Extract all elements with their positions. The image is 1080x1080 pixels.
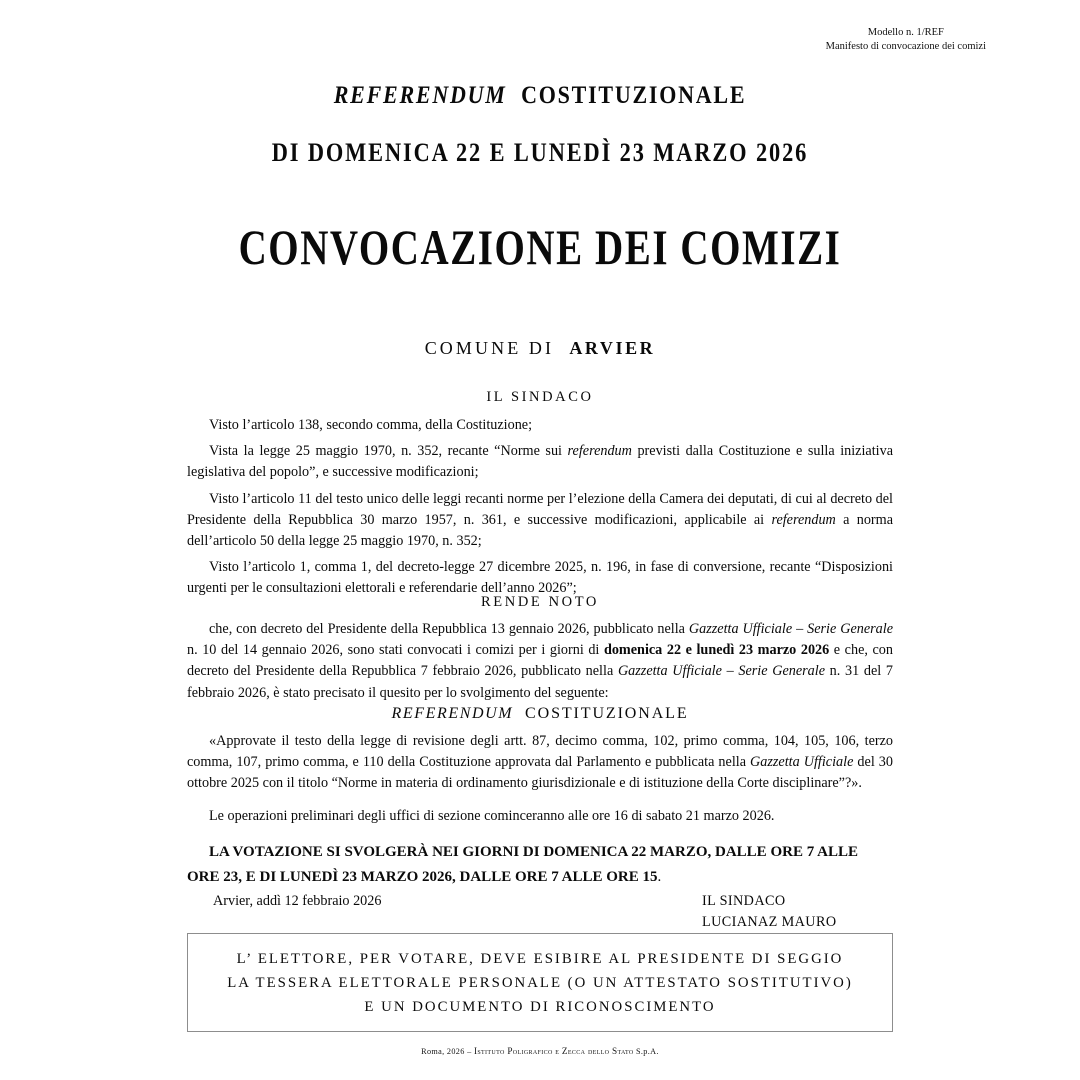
model-number: Modello n. 1/REF <box>867 27 944 38</box>
votazione-statement <box>187 840 893 890</box>
visto-3-part-b: a norma dell’articolo 50 della legge 25 maggio 1970, n. 352; <box>187 511 893 550</box>
quesito-part-b: del 30 ottobre 2025 con il titolo “Norme in materia di ordinamento giurisdizionale e di istituzione della Corte disciplinare”?». <box>187 754 893 792</box>
quesito-italic: Gazzetta Ufficiale <box>750 754 854 771</box>
noto-bold-dates: domenica 22 e lunedì 23 marzo 2026 <box>603 642 830 659</box>
signature-name: LUCIANAZ MAURO <box>702 913 837 930</box>
footer-institute: Istituto Poligrafico e Zecca dello Stato <box>473 1046 634 1056</box>
visto-paragraph-2 <box>187 441 893 483</box>
heading-dates: DI DOMENICA 22 E LUNEDÌ 23 MARZO 2026 <box>271 138 809 167</box>
quesito-heading-costituzionale: COSTITUZIONALE <box>525 705 689 722</box>
noto-part-b: n. 10 del 14 gennaio 2026, sono stati convocati i comizi per i giorni di <box>187 642 604 659</box>
visto-2-italic: referendum <box>567 443 632 460</box>
comune-label: COMUNE DI <box>424 338 555 358</box>
visto-paragraph-3 <box>187 489 893 553</box>
signature-place-date: Arvier, addì 12 febbraio 2026 <box>213 893 382 909</box>
notice-line-3: E UN DOCUMENTO DI RICONOSCIMENTO <box>364 998 716 1015</box>
heading-il-sindaco: IL SINDACO <box>486 389 594 405</box>
visto-paragraph-4: Visto l’articolo 1, comma 1, del decreto-legge 27 dicembre 2025, n. 196, in fase di conversione, recante “Disposizioni urgenti per le consultazioni elettorali e referendarie dell’anno 2026”; <box>187 559 893 597</box>
footer-imprint <box>0 1046 1080 1056</box>
quesito-text <box>187 731 893 795</box>
visto-paragraphs <box>187 415 893 600</box>
votazione-period: . <box>657 869 662 885</box>
noto-italic-1: Gazzetta Ufficiale – Serie Generale <box>688 621 893 637</box>
visto-3-part-a: Visto l’articolo 11 del testo unico delle leggi recanti norme per l’elezione della Camera dei deputati, di cui al decreto del Presidente della Repubblica 30 marzo 1957, n. 361, e successive modificazioni, applicabile ai <box>187 490 893 528</box>
heading-rende-noto: RENDE NOTO <box>481 594 599 610</box>
votazione-bold-text: LA VOTAZIONE SI SVOLGERÀ NEI GIORNI DI DOMENICA 22 MARZO, DALLE ORE 7 ALLE ORE 23, E DI LUNEDÌ 23 MARZO 2026, DALLE ORE 7 ALLE ORE 15 <box>187 844 858 885</box>
noto-part-d: n. 31 del 7 febbraio 2026, è stato precisato il quesito per lo svolgimento del seguente: <box>187 663 893 701</box>
notice-line-2: LA TESSERA ELETTORALE PERSONALE (O UN ATTESTATO SOSTITUTIVO) <box>227 974 853 991</box>
footer-place-year: Roma, 2026 – <box>421 1047 474 1056</box>
signature-right <box>702 891 836 932</box>
noto-part-a: che, con decreto del Presidente della Repubblica 13 gennaio 2026, pubblicato nella <box>209 621 689 637</box>
comune-line <box>0 338 1080 359</box>
model-subtitle: Manifesto di convocazione dei comizi <box>825 41 986 52</box>
model-tag <box>826 26 986 54</box>
operazioni-preliminari <box>187 806 893 827</box>
visto-2-part-b: previsti dalla Costituzione e sulla iniziativa legislativa del popolo”, e successive modificazioni; <box>187 443 893 481</box>
page-title: CONVOCAZIONE DEI COMIZI <box>238 219 842 275</box>
visto-3-italic: referendum <box>771 511 836 528</box>
heading-costituzionale-word: COSTITUZIONALE <box>521 82 747 109</box>
visto-paragraph-1: Visto l’articolo 138, secondo comma, della Costituzione; <box>209 417 533 433</box>
heading-referendum-costituzionale <box>65 82 1015 110</box>
quesito-part-a: «Approvate il testo della legge di revisione degli artt. 87, decimo comma, 102, primo comma, 104, 105, 106, terzo comma, 107, primo comma, e 110 della Costituzione approvata dal Parlamento e pubblicata nella <box>187 733 893 771</box>
rende-noto-text <box>187 619 893 704</box>
rende-noto-paragraph <box>187 619 893 704</box>
noto-italic-2: Gazzetta Ufficiale – Serie Generale <box>617 663 825 680</box>
elector-notice-box <box>187 933 893 1032</box>
notice-line-1: L’ ELETTORE, PER VOTARE, DEVE ESIBIRE AL PRESIDENTE DI SEGGIO <box>236 950 844 967</box>
quesito-heading-referendum: REFERENDUM <box>391 705 514 722</box>
heading-referendum-quesito <box>0 705 1080 723</box>
quesito-paragraph <box>187 731 893 795</box>
footer-suffix: S.p.A. <box>633 1047 659 1056</box>
heading-referendum-word: REFERENDUM <box>333 82 507 109</box>
visto-2-part-a: Vista la legge 25 maggio 1970, n. 352, recante “Norme sui <box>209 443 568 460</box>
preliminari-text: Le operazioni preliminari degli uffici di sezione cominceranno alle ore 16 di sabato 21 marzo 2026. <box>209 808 775 824</box>
noto-part-c: e che, con decreto del Presidente della Repubblica 7 febbraio 2026, pubblicato nella <box>187 642 893 680</box>
comune-name: ARVIER <box>569 338 656 358</box>
signature-role: IL SINDACO <box>702 893 786 909</box>
